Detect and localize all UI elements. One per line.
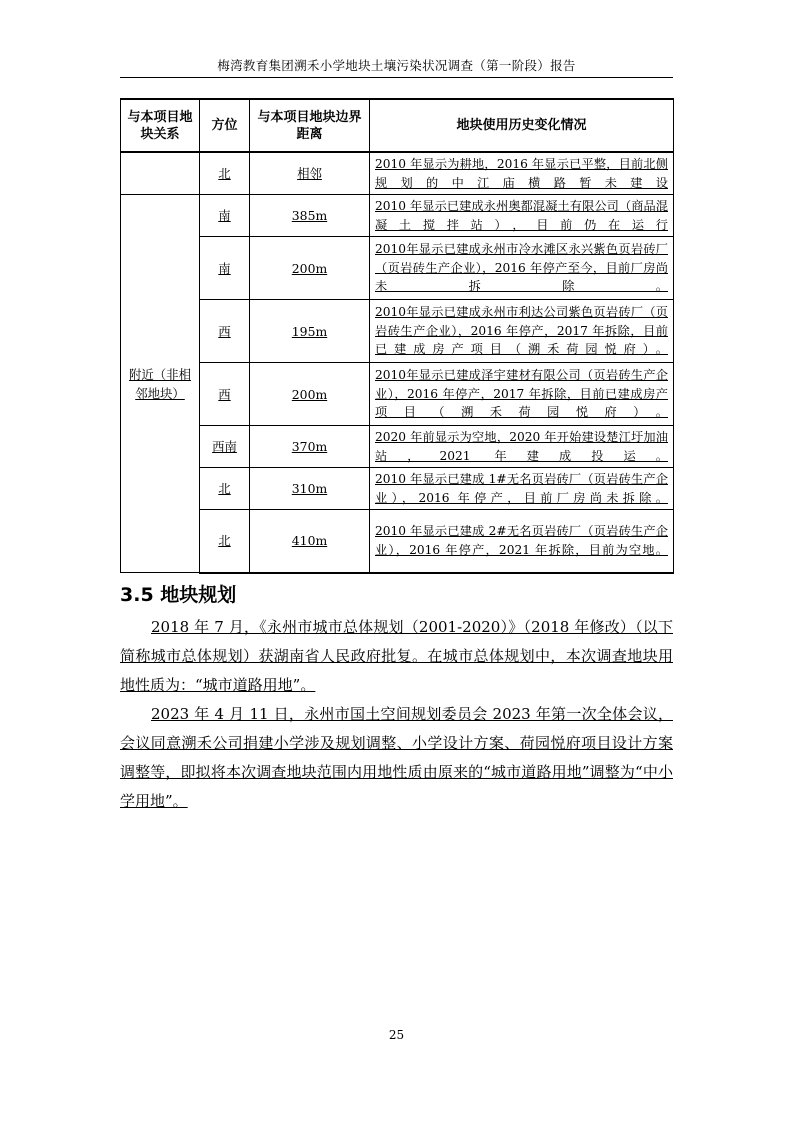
direction-cell: 北: [200, 510, 250, 573]
table-row: [121, 237, 674, 300]
usage-cell: 2010 年显示已建成 2#无名页岩砖厂（页岩砖生产企业），2016 年停产，2021 年拆除，目前为空地。: [370, 510, 674, 573]
usage-cell: 2010 年显示已建成 1#无名页岩砖厂（页岩砖生产企业），2016 年停产，目前厂房尚未拆除。: [370, 468, 674, 510]
paragraph-planning-2018: 2018 年 7 月，《永州市城市总体规划（2001-2020）》（2018 年修改）（以下简称城市总体规划）获湖南省人民政府批复。在城市总体规划中，本次调查地块用地性质为：“城市道路用地”。: [120, 618, 673, 694]
direction-cell: 西: [200, 300, 250, 363]
land-use-history-table: [120, 98, 674, 574]
table-row: [121, 363, 674, 426]
header-rule: [120, 77, 673, 78]
table-header-row: [121, 99, 674, 152]
column-header-direction: 方位: [200, 99, 250, 152]
table-row: [121, 426, 674, 468]
distance-cell: 195m: [250, 300, 370, 363]
usage-cell: 2010年显示已建成永州市利达公司紫色页岩砖厂（页岩砖生产企业），2016 年停产，2017 年拆除，目前已建成房产项目（溯禾荷园悦府）。: [370, 300, 674, 363]
distance-cell: 310m: [250, 468, 370, 510]
distance-cell: 410m: [250, 510, 370, 573]
direction-cell: 南: [200, 237, 250, 300]
distance-cell: 200m: [250, 363, 370, 426]
direction-cell: 西: [200, 363, 250, 426]
table-row: [121, 152, 674, 195]
direction-cell: 南: [200, 195, 250, 237]
table-row: [121, 510, 674, 573]
running-header: 梅湾教育集团溯禾小学地块土壤污染状况调查（第一阶段）报告: [217, 58, 576, 73]
section-heading: 3.5 地块规划: [120, 584, 237, 606]
relation-cell: [121, 152, 200, 195]
column-header-usage: 地块使用历史变化情况: [370, 99, 674, 152]
distance-cell: 370m: [250, 426, 370, 468]
usage-cell: 2010 年显示已建成永州奥都混凝土有限公司（商品混凝土搅拌站），目前仍在运行: [370, 195, 674, 237]
direction-cell: 北: [200, 152, 250, 195]
direction-cell: 西南: [200, 426, 250, 468]
column-header-distance: 与本项目地块边界距离: [250, 99, 370, 152]
usage-cell: 2010 年显示为耕地，2016 年显示已平整，目前北侧规划的中江庙横路暂未建设: [370, 152, 674, 195]
usage-cell: 2010年显示已建成永州市冷水滩区永兴紫色页岩砖厂（页岩砖生产企业），2016 年停产至今，目前厂房尚未拆除。: [370, 237, 674, 300]
table-row: [121, 195, 674, 237]
usage-cell: 2020 年前显示为空地，2020 年开始建设楚江圩加油站，2021 年建成投运。: [370, 426, 674, 468]
paragraph-planning-2023: 2023 年 4 月 11 日，永州市国土空间规划委员会 2023 年第一次全体会议，会议同意溯禾公司捐建小学涉及规划调整、小学设计方案、荷园悦府项目设计方案调整等，即拟将本次调查地块范围内用地性质由原来的“城市道路用地”调整为“中小学用地”。: [120, 705, 673, 810]
distance-cell: 385m: [250, 195, 370, 237]
direction-cell: 北: [200, 468, 250, 510]
distance-cell: 相邻: [250, 152, 370, 195]
page-number: 25: [388, 1028, 405, 1042]
usage-cell: 2010年显示已建成泽宇建材有限公司（页岩砖生产企业），2016 年停产，2017 年拆除，目前已建成房产项目（溯禾荷园悦府）。: [370, 363, 674, 426]
table-row: [121, 300, 674, 363]
table-row: [121, 468, 674, 510]
relation-cell: 附近（非相邻地块）: [121, 195, 200, 573]
distance-cell: 200m: [250, 237, 370, 300]
column-header-relation: 与本项目地块关系: [121, 99, 200, 152]
